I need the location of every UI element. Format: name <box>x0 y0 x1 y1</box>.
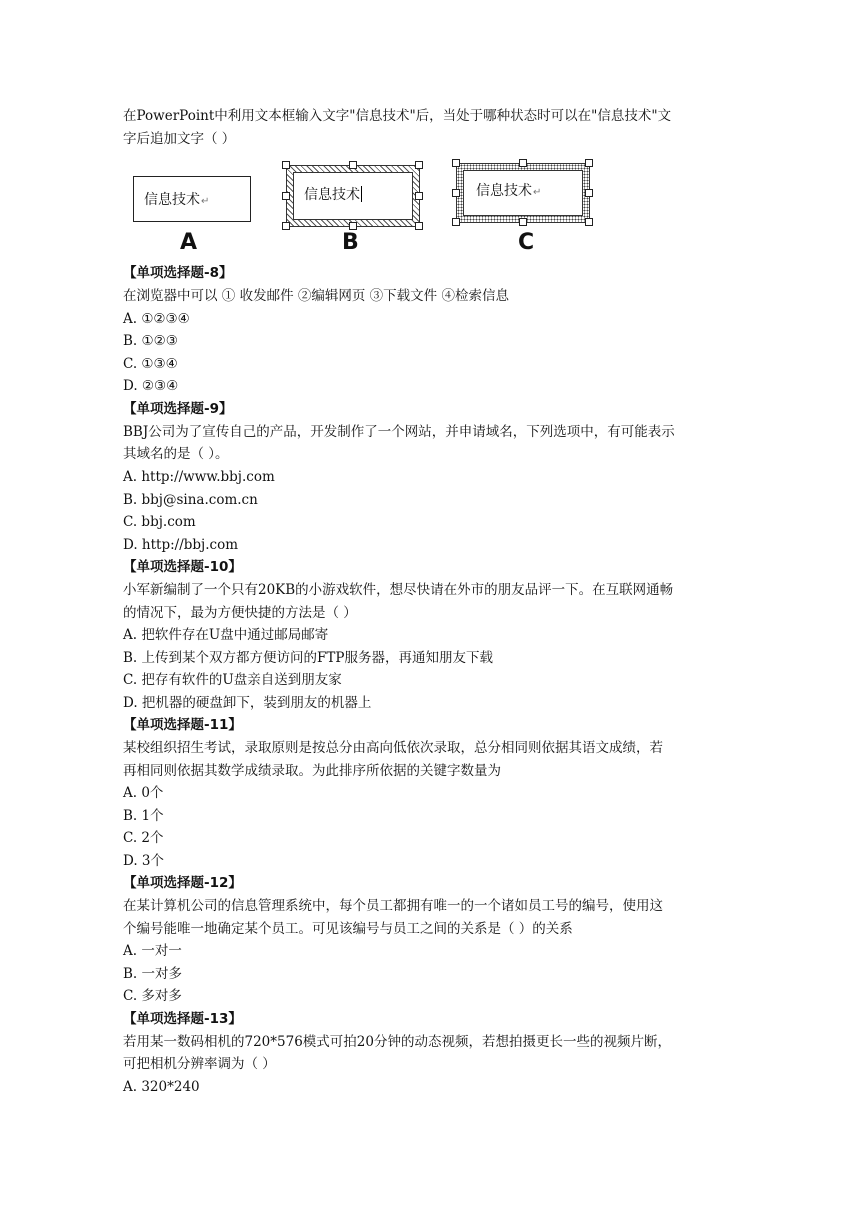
answer-option: C. ①③④ <box>123 356 178 372</box>
resize-handle-icon <box>585 218 593 226</box>
answer-option: A. ①②③④ <box>123 311 190 327</box>
question-stem: 在某计算机公司的信息管理系统中，每个员工都拥有唯一的一个诸如员工号的编号，使用这 <box>123 898 663 914</box>
textbox-text: 信息技术 <box>304 187 360 203</box>
resize-handle-icon <box>585 189 593 197</box>
answer-option: C. 把存有软件的U盘亲自送到朋友家 <box>123 672 342 688</box>
answer-option: A. 0个 <box>123 785 164 801</box>
question-header: 【单项选择题-9】 <box>123 401 233 417</box>
answer-option: D. 3个 <box>123 853 165 869</box>
question-header: 【单项选择题-13】 <box>123 1011 242 1027</box>
answer-option: C. 2个 <box>123 830 164 846</box>
text-cursor-icon <box>361 186 362 202</box>
question-header: 【单项选择题-8】 <box>123 265 233 281</box>
textbox-text: 信息技术 <box>144 192 200 208</box>
question-stem: 再相同则依据其数学成绩录取。为此排序所依据的关键字数量为 <box>123 763 501 779</box>
question-stem: 个编号能唯一地确定某个员工。可见该编号与员工之间的关系是（ ）的关系 <box>123 921 573 937</box>
figure-label-a: A <box>180 230 198 255</box>
figure-label-c: C <box>518 230 535 255</box>
answer-option: D. http://bbj.com <box>123 537 239 553</box>
answer-option: B. ①②③ <box>123 333 178 349</box>
answer-option: B. 一对多 <box>123 966 183 982</box>
resize-handle-icon <box>415 161 423 169</box>
answer-option: D. ②③④ <box>123 378 179 394</box>
return-mark-icon: ↵ <box>533 187 542 198</box>
textbox-states-figure <box>128 158 608 258</box>
figure-label-b: B <box>342 230 359 255</box>
question-stem: BBJ公司为了宣传自己的产品，开发制作了一个网站，并申请域名，下列选项中，有可能表示 <box>123 424 675 440</box>
answer-option: B. bbj@sina.com.cn <box>123 492 258 508</box>
intro-line-2: 字后追加文字（ ） <box>123 131 236 147</box>
question-stem: 某校组织招生考试，录取原则是按总分由高向低依次录取，总分相同则依据其语文成绩，若 <box>123 740 663 756</box>
answer-option: B. 1个 <box>123 808 164 824</box>
resize-handle-icon <box>415 192 423 200</box>
textbox-state-c <box>456 163 590 223</box>
resize-handle-icon <box>452 159 460 167</box>
question-stem: 在浏览器中可以 ① 收发邮件 ②编辑网页 ③下载文件 ④检索信息 <box>123 288 509 304</box>
answer-option: B. 上传到某个双方都方便访问的FTP服务器，再通知朋友下载 <box>123 650 493 666</box>
question-header: 【单项选择题-11】 <box>123 717 242 733</box>
resize-handle-icon <box>282 222 290 230</box>
answer-option: D. 把机器的硬盘卸下，装到朋友的机器上 <box>123 695 372 711</box>
answer-option: A. 把软件存在U盘中通过邮局邮寄 <box>123 627 329 643</box>
resize-handle-icon <box>452 218 460 226</box>
answer-option: C. 多对多 <box>123 988 182 1004</box>
question-stem: 其域名的是（ ）。 <box>123 446 229 462</box>
question-stem: 可把相机分辨率调为（ ） <box>123 1056 276 1072</box>
answer-option: C. bbj.com <box>123 514 196 530</box>
resize-handle-icon <box>452 189 460 197</box>
resize-handle-icon <box>585 159 593 167</box>
question-stem: 的情况下，最为方便快捷的方法是（ ） <box>123 605 357 621</box>
answer-option: A. 320*240 <box>123 1079 200 1095</box>
question-stem: 小军新编制了一个只有20KB的小游戏软件，想尽快请在外市的朋友品评一下。在互联网通畅 <box>123 582 674 598</box>
return-mark-icon: ↵ <box>201 196 210 207</box>
resize-handle-icon <box>519 159 527 167</box>
resize-handle-icon <box>282 192 290 200</box>
resize-handle-icon <box>349 222 357 230</box>
resize-handle-icon <box>519 218 527 226</box>
answer-option: A. http://www.bbj.com <box>123 469 275 485</box>
question-header: 【单项选择题-10】 <box>123 559 242 575</box>
resize-handle-icon <box>282 161 290 169</box>
question-stem: 若用某一数码相机的720*576模式可拍20分钟的动态视频，若想拍摄更长一些的视频片断， <box>123 1034 671 1050</box>
textbox-state-b <box>286 165 420 227</box>
intro-line-1: 在PowerPoint中利用文本框输入文字"信息技术"后，当处于哪种状态时可以在"信息技术"文 <box>123 108 672 124</box>
textbox-state-a <box>133 176 251 222</box>
textbox-text: 信息技术 <box>476 183 532 199</box>
question-header: 【单项选择题-12】 <box>123 875 242 891</box>
answer-option: A. 一对一 <box>123 943 182 959</box>
resize-handle-icon <box>415 222 423 230</box>
resize-handle-icon <box>349 161 357 169</box>
